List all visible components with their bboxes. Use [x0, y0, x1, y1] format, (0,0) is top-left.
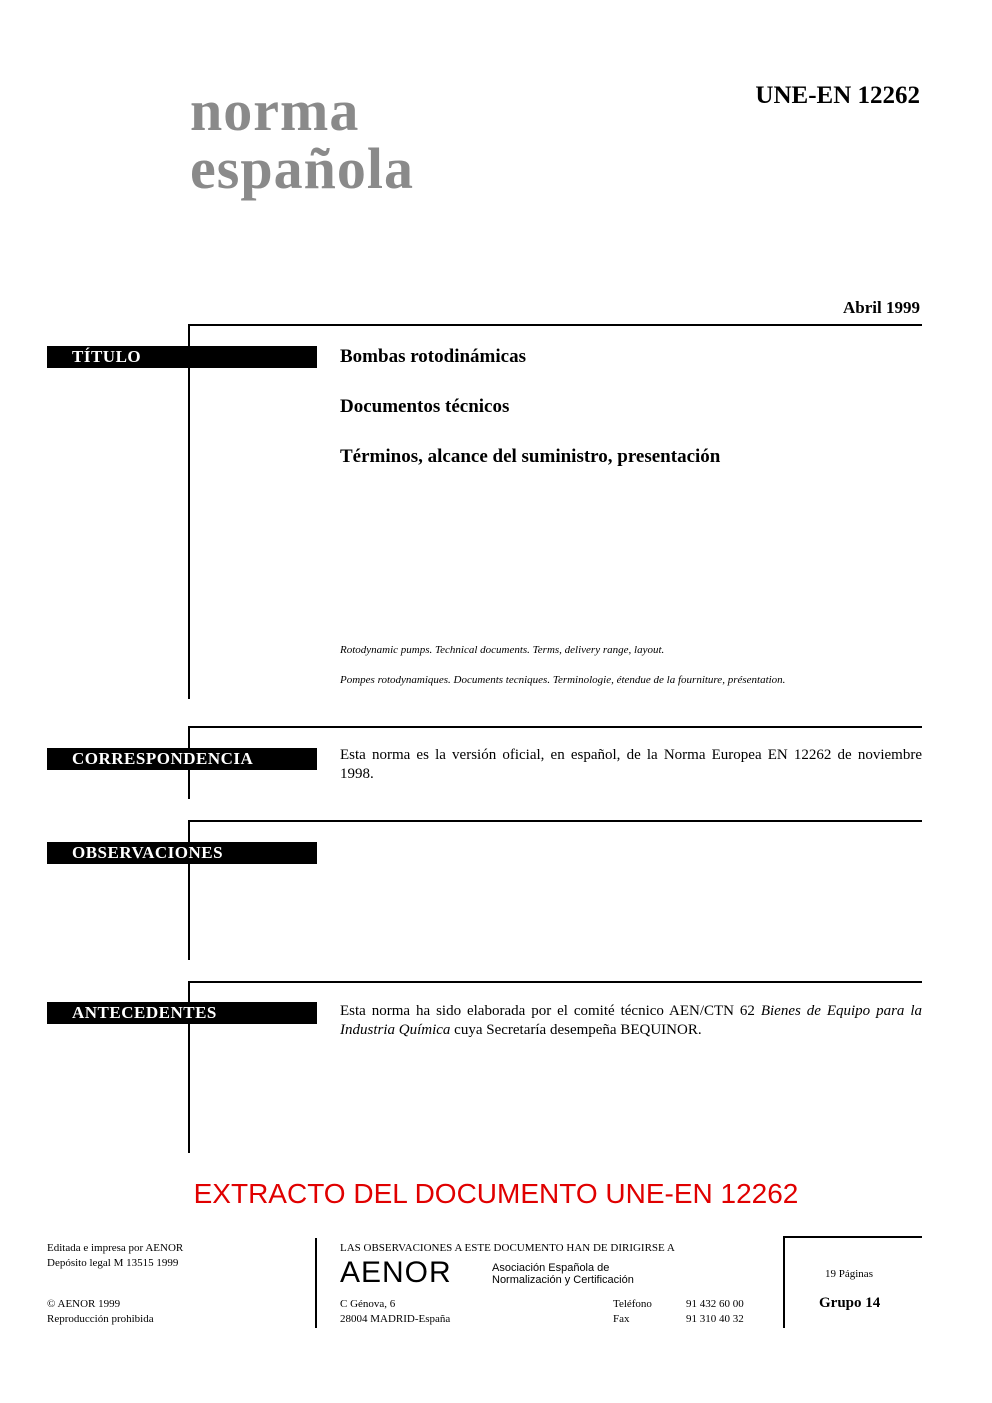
aenor-name-line-2: Normalización y Certificación: [492, 1274, 634, 1286]
footer-divider-left: [315, 1238, 317, 1328]
section-label-observaciones: OBSERVACIONES: [47, 842, 317, 864]
divider-correspondencia: [188, 726, 922, 728]
fax-label: Fax: [613, 1313, 630, 1325]
antecedentes-text: [340, 1002, 922, 1040]
aenor-full-name: [492, 1262, 634, 1286]
aenor-address: [340, 1297, 450, 1327]
antecedentes-committee-name: Bienes de Equipo para la Industria Química: [340, 1003, 922, 1038]
phone-value: 91 432 60 00: [686, 1298, 744, 1310]
divider-titulo: [188, 324, 922, 326]
vertical-rule-titulo: [188, 324, 190, 699]
edited-by: Editada e impresa por AENOR: [47, 1242, 184, 1254]
title-line-3: Términos, alcance del suministro, presentación: [340, 446, 721, 467]
brand-line-1: norma: [190, 78, 360, 143]
footer-box-top: [783, 1236, 922, 1238]
address-line-2: 28004 MADRID-España: [340, 1313, 451, 1325]
footer-copyright-info: [47, 1297, 154, 1327]
correspondencia-text: Esta norma es la versión oficial, en español, de la Norma Europea EN 12262 de noviembre 1998.: [340, 747, 922, 782]
legal-deposit: Depósito legal M 13515 1999: [47, 1257, 179, 1269]
footer-box-left: [783, 1236, 785, 1328]
standard-code: UNE-EN 12262: [755, 82, 920, 109]
translation-french: Pompes rotodynamiques. Documents tecniques. Terminologie, étendue de la fourniture, présentation.: [340, 674, 786, 686]
section-label-antecedentes: ANTECEDENTES: [47, 1002, 317, 1024]
antecedentes-text-suffix: cuya Secretaría desempeña BEQUINOR.: [450, 1022, 702, 1038]
copyright: © AENOR 1999: [47, 1298, 121, 1310]
publication-date: Abril 1999: [843, 298, 920, 317]
aenor-name-line-1: Asociación Española de: [492, 1262, 610, 1274]
extract-watermark: EXTRACTO DEL DOCUMENTO UNE-EN 12262: [193, 1178, 799, 1209]
contact-values: [686, 1297, 744, 1327]
price-group: Grupo 14: [819, 1295, 881, 1311]
title-line-2: Documentos técnicos: [340, 396, 510, 417]
aenor-logo: AENOR: [340, 1256, 452, 1289]
address-line-1: C Génova, 6: [340, 1298, 396, 1310]
vertical-rule-observaciones: [188, 820, 190, 960]
brand-title: [190, 78, 414, 201]
contact-labels: [613, 1297, 652, 1327]
brand-line-2: española: [190, 136, 414, 201]
section-label-titulo: TÍTULO: [47, 346, 317, 368]
section-label-correspondencia: CORRESPONDENCIA: [47, 748, 317, 770]
footer-edition-info: [47, 1241, 183, 1271]
divider-antecedentes: [188, 981, 922, 983]
phone-label: Teléfono: [613, 1298, 652, 1310]
fax-value: 91 310 40 32: [686, 1313, 744, 1325]
page-count: 19 Páginas: [825, 1268, 873, 1280]
observations-notice: LAS OBSERVACIONES A ESTE DOCUMENTO HAN DE DIRIGIRSE A: [340, 1242, 675, 1254]
translation-english: Rotodynamic pumps. Technical documents. Terms, delivery range, layout.: [340, 644, 665, 656]
reproduction-notice: Reproducción prohibida: [47, 1313, 154, 1325]
divider-observaciones: [188, 820, 922, 822]
title-line-1: Bombas rotodinámicas: [340, 346, 526, 367]
antecedentes-text-prefix: Esta norma ha sido elaborada por el comité técnico AEN/CTN 62: [340, 1003, 761, 1019]
